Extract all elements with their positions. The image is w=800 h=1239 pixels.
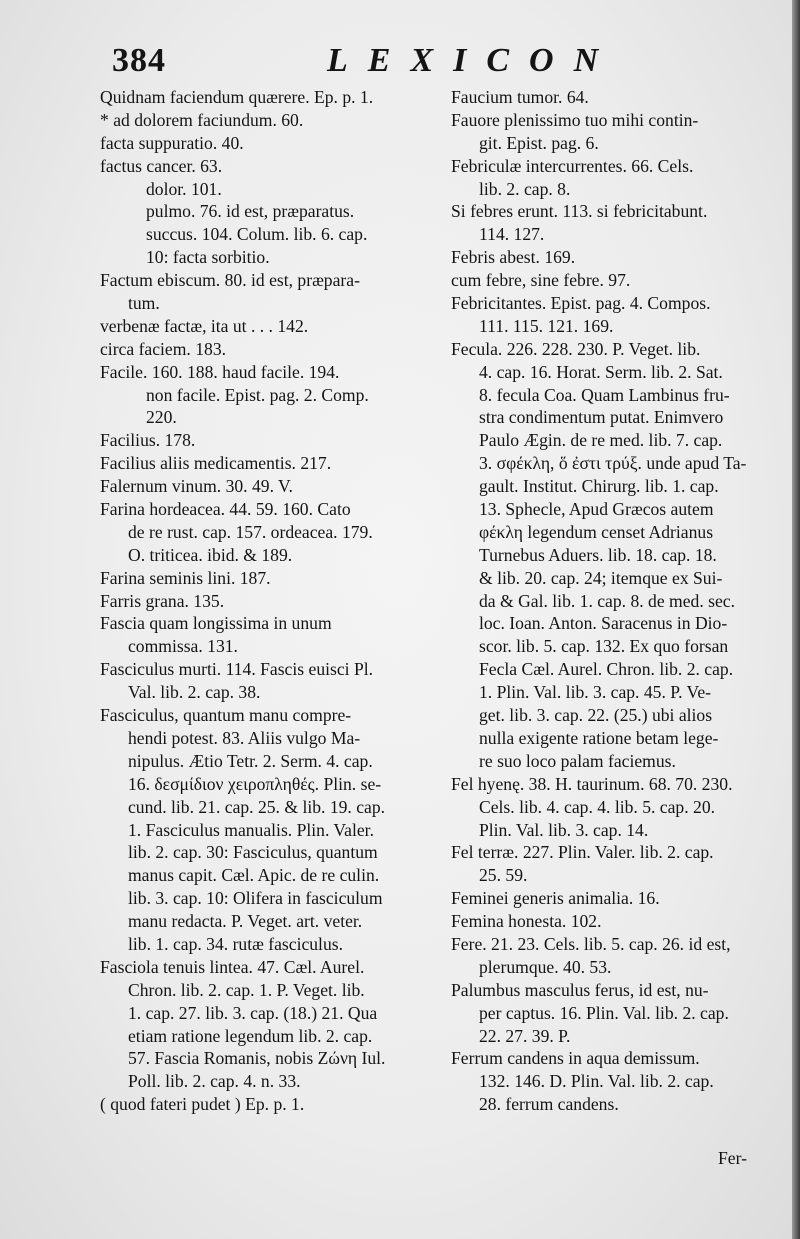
- index-entry-line: 8. fecula Coa. Quam Lambinus fru-: [479, 384, 730, 405]
- index-entry-line: Farris grana. 135.: [100, 590, 225, 611]
- index-entry-line: Quidnam faciendum quærere. Ep. p. 1.: [100, 87, 374, 107]
- index-entry-line: circa faciem. 183.: [100, 338, 227, 359]
- index-entry-line: re suo loco palam faciemus.: [479, 750, 676, 771]
- index-entry-line: Femina honesta. 102.: [451, 911, 602, 932]
- index-entry-line: stra condimentum putat. Enimvero: [479, 407, 724, 428]
- index-entry-line: pulmo. 76. id est, præparatus.: [146, 201, 355, 222]
- index-entry-line: 16. δεσμίδιον χειροπληθές. Plin. se-: [128, 773, 382, 794]
- index-entry-line: * ad dolorem faciundum. 60.: [100, 109, 304, 130]
- index-entry-line: Facile. 160. 188. haud facile. 194.: [100, 361, 340, 382]
- index-entry-line: dolor. 101.: [146, 178, 222, 199]
- index-entry-line: nulla exigente ratione betam lege-: [479, 727, 719, 748]
- index-entry-line: Fel hyenę. 38. H. taurinum. 68. 70. 230.: [451, 773, 733, 794]
- page-number: 384: [112, 42, 166, 79]
- index-entry-line: 132. 146. D. Plin. Val. lib. 2. cap.: [479, 1071, 714, 1092]
- index-entry-line: Febriculæ intercurrentes. 66. Cels.: [451, 155, 694, 176]
- index-entry-line: nipulus. Ætio Tetr. 2. Serm. 4. cap.: [128, 750, 373, 771]
- running-title: LEXICON: [327, 42, 619, 79]
- index-entry-line: succus. 104. Colum. lib. 6. cap.: [146, 224, 368, 245]
- page-edge-shadow: [792, 0, 800, 1239]
- index-entry-line: 220.: [146, 407, 177, 428]
- index-entry-line: scor. lib. 5. cap. 132. Ex quo forsan: [479, 636, 729, 657]
- left-column: [100, 86, 440, 1116]
- index-entry-line: cum febre, sine febre. 97.: [451, 270, 631, 291]
- index-entry-line: 1. cap. 27. lib. 3. cap. (18.) 21. Qua: [128, 1002, 378, 1023]
- index-entry-line: 28. ferrum candens.: [479, 1094, 619, 1115]
- index-entry-line: tum.: [128, 293, 160, 314]
- index-entry-line: Palumbus masculus ferus, id est, nu-: [451, 979, 709, 1000]
- index-entry-line: Cels. lib. 4. cap. 4. lib. 5. cap. 20.: [479, 796, 716, 817]
- index-entry-line: lib. 2. cap. 8.: [479, 178, 571, 199]
- index-entry-line: Fecula. 226. 228. 230. P. Veget. lib.: [451, 338, 701, 359]
- index-entry-line: 4. cap. 16. Horat. Serm. lib. 2. Sat.: [479, 361, 723, 382]
- index-entry-line: Facilius aliis medicamentis. 217.: [100, 453, 332, 474]
- index-entry-line: Fasciculus murti. 114. Fascis euisci Pl.: [100, 659, 374, 680]
- index-entry-line: facta suppuratio. 40.: [100, 132, 244, 153]
- index-entry-line: Chron. lib. 2. cap. 1. P. Veget. lib.: [128, 979, 365, 1000]
- index-entry-line: hendi potest. 83. Aliis vulgo Ma-: [128, 727, 361, 748]
- index-entry-line: 10: facta sorbitio.: [146, 247, 270, 268]
- right-column: [451, 86, 786, 1116]
- index-entry-line: 114. 127.: [479, 224, 545, 245]
- index-entry-line: non facile. Epist. pag. 2. Comp.: [146, 384, 369, 405]
- index-entry-line: etiam ratione legendum lib. 2. cap.: [128, 1025, 373, 1046]
- index-entry-line: Facilius. 178.: [100, 430, 196, 451]
- index-entry-line: manus capit. Cæl. Apic. de re culin.: [128, 865, 380, 886]
- index-entry-line: Val. lib. 2. cap. 38.: [128, 682, 261, 703]
- index-entry-line: manu redacta. P. Veget. art. veter.: [128, 911, 363, 932]
- index-entry-line: 13. Sphecle, Apud Græcos autem: [479, 499, 714, 520]
- index-entry-line: Feminei generis animalia. 16.: [451, 888, 660, 909]
- index-entry-line: Febris abest. 169.: [451, 247, 576, 268]
- index-entry-line: Fere. 21. 23. Cels. lib. 5. cap. 26. id est,: [451, 933, 731, 954]
- index-entry-line: Fasciculus, quantum manu compre-: [100, 705, 352, 726]
- index-entry-line: da & Gal. lib. 1. cap. 8. de med. sec.: [479, 590, 736, 611]
- index-entry-line: gault. Institut. Chirurg. lib. 1. cap.: [479, 476, 719, 497]
- index-entry-line: O. triticea. ibid. & 189.: [128, 544, 293, 565]
- index-entry-line: loc. Ioan. Anton. Saracenus in Dio-: [479, 613, 728, 634]
- index-entry-line: de re rust. cap. 157. ordeacea. 179.: [128, 521, 373, 542]
- index-entry-line: 57. Fascia Romanis, nobis Ζώνη Iul.: [128, 1048, 386, 1069]
- index-entry-line: Fascia quam longissima in unum: [100, 613, 332, 634]
- index-entry-line: 1. Plin. Val. lib. 3. cap. 45. P. Ve-: [479, 682, 711, 703]
- index-entry-line: ( quod fateri pudet ) Ep. p. 1.: [100, 1094, 305, 1115]
- index-entry-line: Falernum vinum. 30. 49. V.: [100, 476, 293, 497]
- index-entry-line: factus cancer. 63.: [100, 155, 223, 176]
- index-entry-line: 25. 59.: [479, 865, 528, 886]
- index-entry-line: Farina seminis lini. 187.: [100, 567, 271, 588]
- index-entry-line: Paulo Ægin. de re med. lib. 7. cap.: [479, 430, 723, 451]
- index-entry-line: Faucium tumor. 64.: [451, 87, 589, 107]
- index-entry-line: lib. 3. cap. 10: Olifera in fasciculum: [128, 888, 383, 909]
- catchword: Fer-: [718, 1148, 747, 1168]
- index-entry-line: Factum ebiscum. 80. id est, præpara-: [100, 270, 360, 291]
- index-entry-line: & lib. 20. cap. 24; itemque ex Sui-: [479, 567, 723, 588]
- index-entry-line: Ferrum candens in aqua demissum.: [451, 1048, 700, 1069]
- index-entry-line: φέκλη legendum censet Adrianus: [479, 521, 714, 542]
- index-entry-line: Fel terræ. 227. Plin. Valer. lib. 2. cap.: [451, 842, 714, 863]
- index-entry-line: cund. lib. 21. cap. 25. & lib. 19. cap.: [128, 796, 386, 817]
- index-entry-line: Turnebus Aduers. lib. 18. cap. 18.: [479, 544, 717, 565]
- index-entry-line: 111. 115. 121. 169.: [479, 315, 614, 336]
- index-entry-line: lib. 2. cap. 30: Fasciculus, quantum: [128, 842, 378, 863]
- index-entry-line: git. Epist. pag. 6.: [479, 132, 599, 153]
- index-entry-line: Farina hordeacea. 44. 59. 160. Cato: [100, 499, 351, 520]
- index-entry-line: get. lib. 3. cap. 22. (25.) ubi alios: [479, 705, 713, 726]
- index-entry-line: 1. Fasciculus manualis. Plin. Valer.: [128, 819, 374, 840]
- index-entry-line: commissa. 131.: [128, 636, 238, 657]
- index-entry-line: Si febres erunt. 113. si febricitabunt.: [451, 201, 708, 222]
- index-entry-line: Poll. lib. 2. cap. 4. n. 33.: [128, 1071, 301, 1092]
- index-entry-line: per captus. 16. Plin. Val. lib. 2. cap.: [479, 1002, 729, 1023]
- page-header: [112, 40, 792, 90]
- index-entry-line: Plin. Val. lib. 3. cap. 14.: [479, 819, 649, 840]
- index-entry-line: Fasciola tenuis lintea. 47. Cæl. Aurel.: [100, 956, 365, 977]
- index-entry-line: Febricitantes. Epist. pag. 4. Compos.: [451, 293, 711, 314]
- index-entry-line: verbenæ factæ, ita ut . . . 142.: [100, 315, 309, 336]
- index-entry-line: lib. 1. cap. 34. rutæ fasciculus.: [128, 933, 343, 954]
- index-entry-line: plerumque. 40. 53.: [479, 956, 612, 977]
- index-entry-line: 22. 27. 39. P.: [479, 1025, 571, 1046]
- index-entry-line: 3. σφέκλη, ὅ ἐστι τρύξ. unde apud Ta-: [479, 453, 747, 474]
- index-entry-line: Fauore plenissimo tuo mihi contin-: [451, 109, 699, 130]
- index-entry-line: Fecla Cæl. Aurel. Chron. lib. 2. cap.: [479, 659, 734, 680]
